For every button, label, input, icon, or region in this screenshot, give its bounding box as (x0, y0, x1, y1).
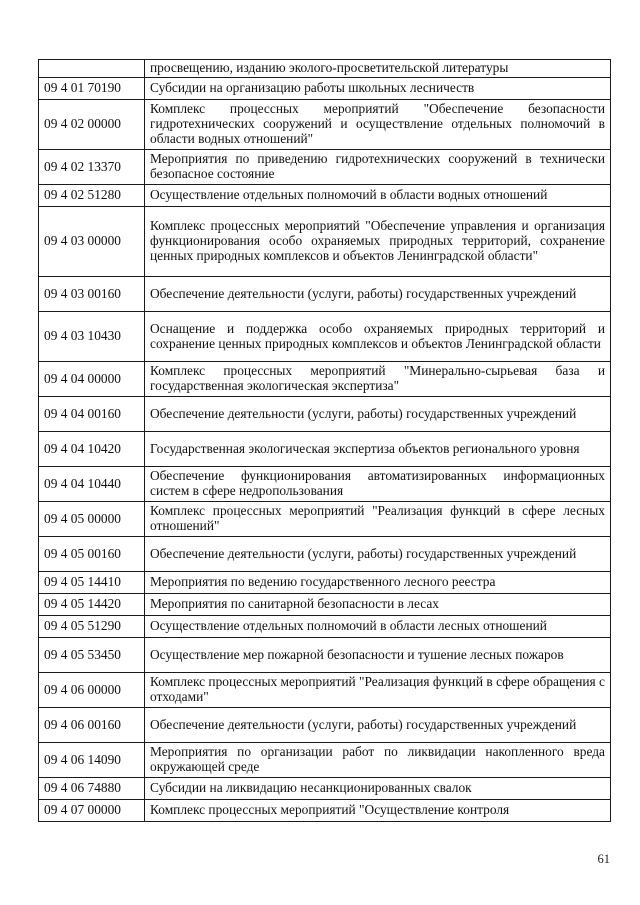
budget-code-cell: 09 4 02 00000 (39, 100, 145, 150)
table-row (39, 312, 611, 362)
description-cell: Мероприятия по приведению гидротехнических сооружений в технически безопасное состояние (145, 150, 611, 185)
budget-code-cell: 09 4 06 00000 (39, 673, 145, 708)
budget-code-cell: 09 4 04 00000 (39, 362, 145, 397)
budget-code-cell: 09 4 05 14410 (39, 572, 145, 594)
table-row (39, 467, 611, 502)
budget-code-cell: 09 4 03 00160 (39, 277, 145, 312)
table-row (39, 673, 611, 708)
description-cell: Мероприятия по организации работ по ликвидации накопленного вреда окружающей среде (145, 743, 611, 778)
budget-code-cell: 09 4 03 00000 (39, 207, 145, 277)
table-row (39, 594, 611, 616)
page-number: 61 (597, 852, 610, 866)
description-cell: просвещению, изданию эколого-просветительской литературы (145, 60, 611, 78)
budget-code-cell: 09 4 02 51280 (39, 185, 145, 207)
table-row (39, 638, 611, 673)
table-row (39, 362, 611, 397)
budget-code-cell: 09 4 01 70190 (39, 78, 145, 100)
table-row (39, 800, 611, 822)
table-row (39, 616, 611, 638)
table-row (39, 100, 611, 150)
description-cell: Оснащение и поддержка особо охраняемых природных территорий и сохранение ценных природных комплексов и объектов Ленинградской области (145, 312, 611, 362)
table-row (39, 708, 611, 743)
description-cell: Обеспечение деятельности (услуги, работы) государственных учреждений (145, 537, 611, 572)
description-cell: Мероприятия по санитарной безопасности в лесах (145, 594, 611, 616)
description-cell: Осуществление отдельных полномочий в области лесных отношений (145, 616, 611, 638)
budget-code-cell: 09 4 03 10430 (39, 312, 145, 362)
table-row (39, 778, 611, 800)
budget-code-cell (39, 60, 145, 78)
table-row (39, 572, 611, 594)
table-row (39, 78, 611, 100)
description-cell: Обеспечение деятельности (услуги, работы) государственных учреждений (145, 708, 611, 743)
description-cell: Обеспечение деятельности (услуги, работы) государственных учреждений (145, 277, 611, 312)
table-row (39, 743, 611, 778)
budget-classification-table (38, 59, 611, 822)
description-cell: Комплекс процессных мероприятий "Реализация функций в сфере лесных отношений" (145, 502, 611, 537)
budget-code-cell: 09 4 05 00160 (39, 537, 145, 572)
table-row (39, 432, 611, 467)
table-row (39, 60, 611, 78)
budget-code-cell: 09 4 06 00160 (39, 708, 145, 743)
description-cell: Обеспечение функционирования автоматизированных информационных систем в сфере недропользования (145, 467, 611, 502)
description-cell: Субсидии на ликвидацию несанкционированных свалок (145, 778, 611, 800)
table-row (39, 277, 611, 312)
budget-code-cell: 09 4 06 14090 (39, 743, 145, 778)
table-row (39, 150, 611, 185)
description-cell: Государственная экологическая экспертиза объектов регионального уровня (145, 432, 611, 467)
budget-code-cell: 09 4 05 53450 (39, 638, 145, 673)
budget-code-cell: 09 4 05 00000 (39, 502, 145, 537)
description-cell: Обеспечение деятельности (услуги, работы) государственных учреждений (145, 397, 611, 432)
budget-code-cell: 09 4 04 00160 (39, 397, 145, 432)
budget-code-cell: 09 4 02 13370 (39, 150, 145, 185)
description-cell: Осуществление отдельных полномочий в области водных отношений (145, 185, 611, 207)
budget-code-cell: 09 4 04 10420 (39, 432, 145, 467)
description-cell: Комплекс процессных мероприятий "Осуществление контроля (145, 800, 611, 822)
description-cell: Мероприятия по ведению государственного лесного реестра (145, 572, 611, 594)
budget-code-cell: 09 4 06 74880 (39, 778, 145, 800)
table-row (39, 207, 611, 277)
description-cell: Комплекс процессных мероприятий "Минерально-сырьевая база и государственная экологическая экспертиза" (145, 362, 611, 397)
description-cell: Комплекс процессных мероприятий "Обеспечение безопасности гидротехнических сооружений и осуществление отдельных полномочий в области водных отношений" (145, 100, 611, 150)
budget-code-cell: 09 4 07 00000 (39, 800, 145, 822)
budget-code-cell: 09 4 05 51290 (39, 616, 145, 638)
description-cell: Осуществление мер пожарной безопасности и тушение лесных пожаров (145, 638, 611, 673)
budget-code-cell: 09 4 05 14420 (39, 594, 145, 616)
budget-code-cell: 09 4 04 10440 (39, 467, 145, 502)
description-cell: Комплекс процессных мероприятий "Обеспечение управления и организация функционирования особо охраняемых природных территорий, сохранение ценных природных комплексов и объектов Ленинградской области" (145, 207, 611, 277)
table-row (39, 537, 611, 572)
table-row (39, 397, 611, 432)
description-cell: Комплекс процессных мероприятий "Реализация функций в сфере обращения с отходами" (145, 673, 611, 708)
table-row (39, 185, 611, 207)
table-row (39, 502, 611, 537)
description-cell: Субсидии на организацию работы школьных лесничеств (145, 78, 611, 100)
